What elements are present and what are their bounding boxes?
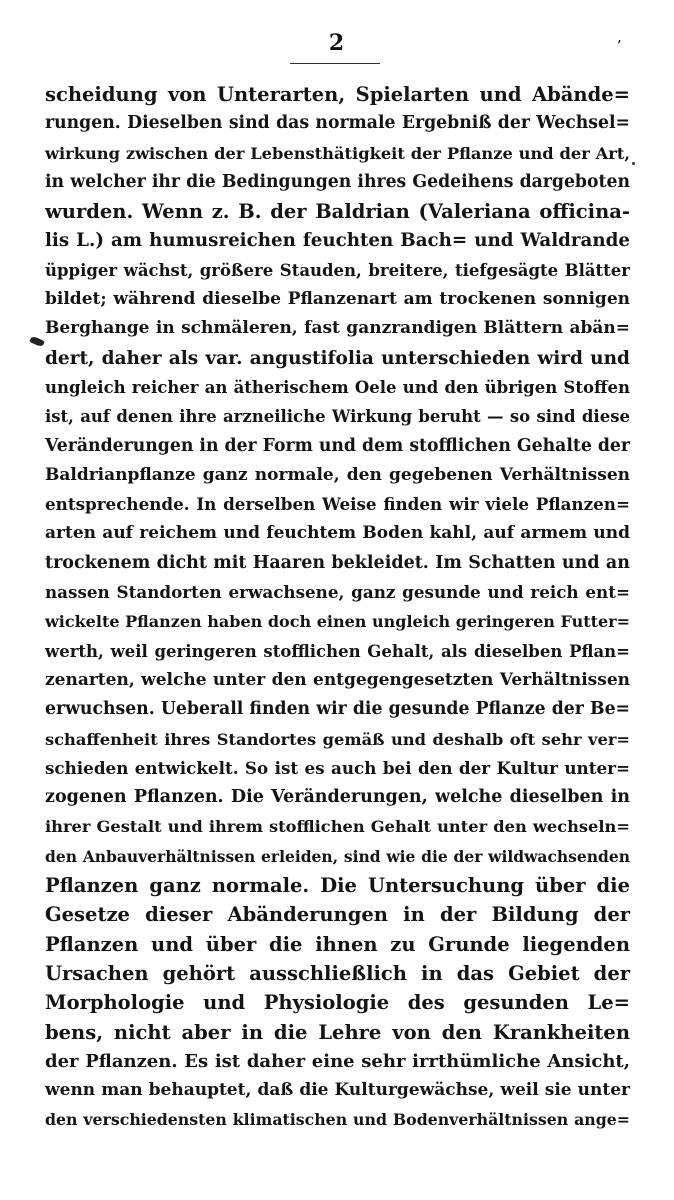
page-number: 2 [328,30,346,56]
text-line: den verschiedensten klimatischen und Bodenverhältnissen ange= [45,1110,630,1130]
text-line: lis L.) am humusreichen feuchten Bach= und Waldrande [45,230,630,252]
text-line: nassen Standorten erwachsene, ganz gesunde und reich ent= [45,582,630,603]
header-rule [290,63,380,64]
text-line: Ursachen gehört ausschließlich in das Gebiet der [45,961,630,985]
ink-speck [632,162,635,165]
text-line: wurden. Wenn z. B. der Baldrian (Valeriana officina- [45,200,630,224]
text-line: den Anbauverhältnissen erleiden, sind wie die der wildwachsenden [45,846,630,866]
text-line: entsprechende. In derselben Weise finden wir viele Pflanzen= [45,494,630,515]
text-line: Gesetze dieser Abänderungen in der Bildung der [45,903,630,927]
text-line: Berghange in schmäleren, fast ganzrandigen Blättern abän= [45,318,630,339]
text-line: üppiger wächst, größere Stauden, breitere, tiefgesägte Blätter [45,260,630,280]
text-line: Baldrianpflanze ganz normale, den gegebenen Verhältnissen [45,464,630,485]
text-line: schaffenheit ihres Standortes gemäß und deshalb oft sehr ver= [45,729,630,749]
text-line: wirkung zwischen der Lebensthätigkeit der Pflanze und der Art, [45,143,630,163]
text-line: Pflanzen und über die ihnen zu Grunde liegenden [45,932,630,956]
text-line: ungleich reicher an ätherischem Oele und den übrigen Stoffen [45,377,630,397]
text-line: zogenen Pflanzen. Die Veränderungen, welche dieselben in [45,787,630,808]
text-line: rungen. Dieselben sind das normale Ergebniß der Wechsel= [45,113,630,134]
text-line: der Pflanzen. Es ist daher eine sehr irrthümliche Ansicht, [45,1050,630,1072]
body-text [45,80,630,1135]
text-line: ist, auf denen ihre arzneiliche Wirkung beruht — so sind diese [45,407,630,427]
text-line: arten auf reichem und feuchtem Boden kahl, auf armem und [45,523,630,544]
ink-smudge [29,335,45,347]
text-line: scheidung von Unterarten, Spielarten und Abände= [45,83,630,106]
text-line: erwuchsen. Ueberall finden wir die gesunde Pflanze der Be= [45,699,630,720]
text-line: werth, weil geringeren stofflichen Gehalt, als dieselben Pflan= [45,641,630,661]
text-line: Morphologie und Physiologie des gesunden Le= [45,991,630,1015]
text-line: wenn man behauptet, daß die Kulturgewächse, weil sie unter [45,1080,630,1101]
text-line: schieden entwickelt. So ist es auch bei den der Kultur unter= [45,757,630,778]
text-line: Pflanzen ganz normale. Die Untersuchung über die [45,874,630,898]
text-line: trockenem dicht mit Haaren bekleidet. Im Schatten und an [45,552,630,573]
text-line: zenarten, welche unter den entgegengesetzten Verhältnissen [45,669,630,690]
text-line: bildet; während dieselbe Pflanzenart am trockenen sonnigen [45,289,630,310]
text-line: bens, nicht aber in die Lehre von den Krankheiten [45,1020,630,1044]
corner-mark: ʼ [617,38,622,52]
text-line: wickelte Pflanzen haben doch einen ungleich geringeren Futter= [45,612,630,632]
text-line: in welcher ihr die Bedingungen ihres Gedeihens dargeboten [45,171,630,192]
text-line: Veränderungen in der Form und dem stofflichen Gehalte der [45,435,630,456]
text-line: ihrer Gestalt und ihrem stofflichen Gehalt unter den wechseln= [45,817,630,837]
text-line: dert, daher als var. angustifolia unterschieden wird und [45,347,630,369]
